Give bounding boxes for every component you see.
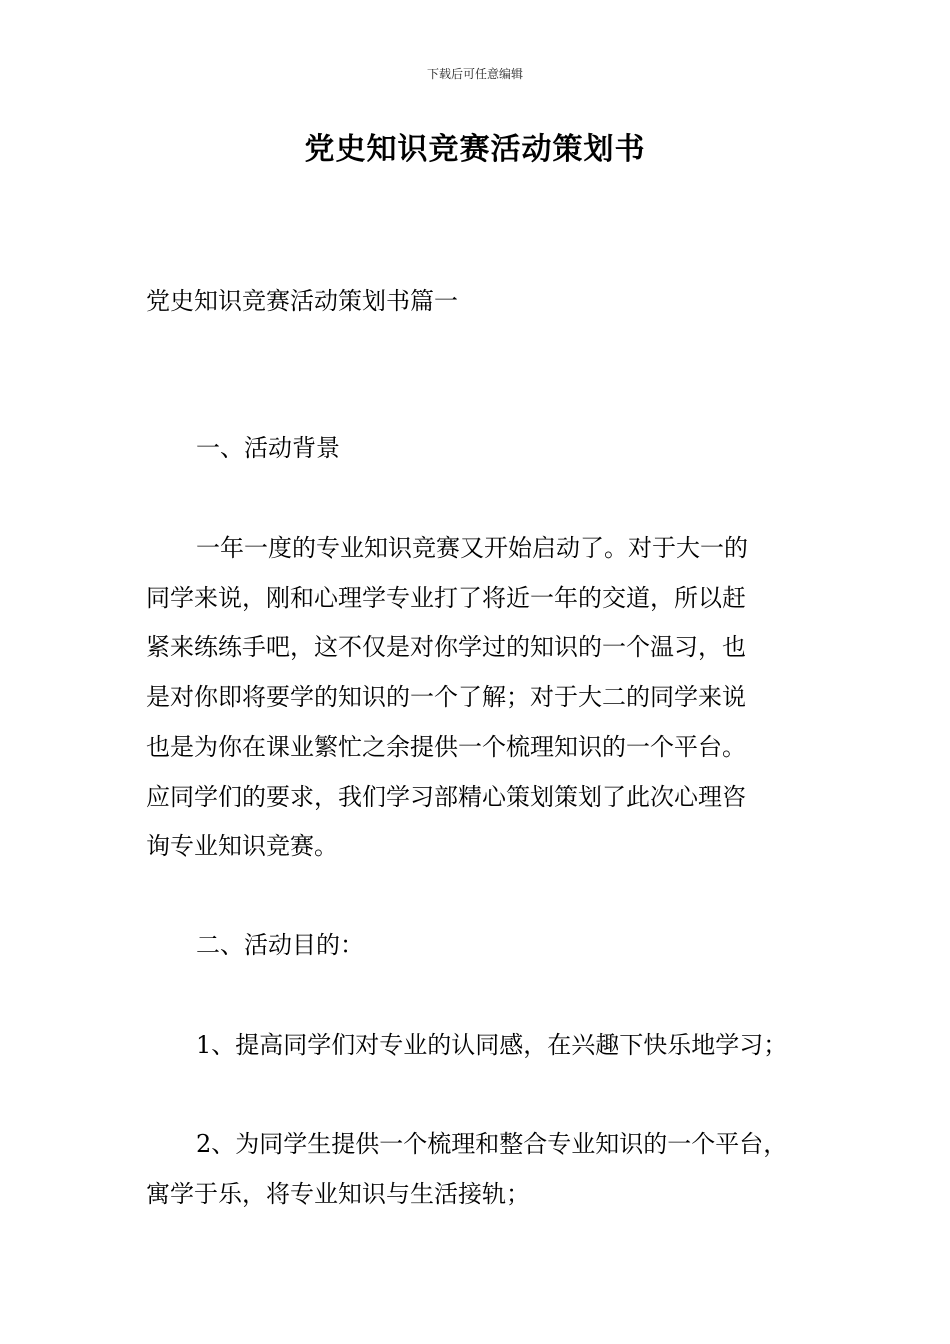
paragraph-line: 应同学们的要求，我们学习部精心策划策划了此次心理咨 (146, 782, 746, 811)
list-item: 1、提高同学们对专业的认同感，在兴趣下快乐地学习； (196, 1031, 788, 1059)
document-title: 党史知识竞赛活动策划书 (304, 132, 646, 167)
paragraph-line: 一年一度的专业知识竞赛又开始启动了。对于大一的 (196, 534, 748, 562)
section-heading: 一、活动背景 (196, 434, 340, 462)
paragraph-line: 也是为你在课业繁忙之余提供一个梳理知识的一个平台。 (146, 732, 746, 761)
section-heading: 二、活动目的： (196, 931, 364, 959)
background-paragraph (146, 524, 826, 872)
background-heading (146, 424, 826, 474)
paragraph-line: 紧来练练手吧，这不仅是对你学过的知识的一个温习，也 (146, 633, 746, 662)
paragraph-line: 同学来说，刚和心理学专业打了将近一年的交道，所以赶 (146, 583, 746, 612)
list-item-continuation: 寓学于乐，将专业知识与生活接轨； (146, 1179, 530, 1208)
paragraph-line: 询专业知识竞赛。 (146, 832, 338, 861)
purpose-item-2 (146, 1120, 826, 1219)
header-note: 下载后可任意编辑 (426, 67, 523, 81)
list-item: 2、为同学生提供一个梳理和整合专业知识的一个平台， (196, 1130, 788, 1158)
purpose-item-1 (146, 1021, 826, 1071)
document-subtitle: 党史知识竞赛活动策划书篇一 (146, 287, 458, 315)
paragraph-line: 是对你即将要学的知识的一个了解；对于大二的同学来说 (146, 683, 746, 712)
purpose-heading (146, 921, 826, 971)
